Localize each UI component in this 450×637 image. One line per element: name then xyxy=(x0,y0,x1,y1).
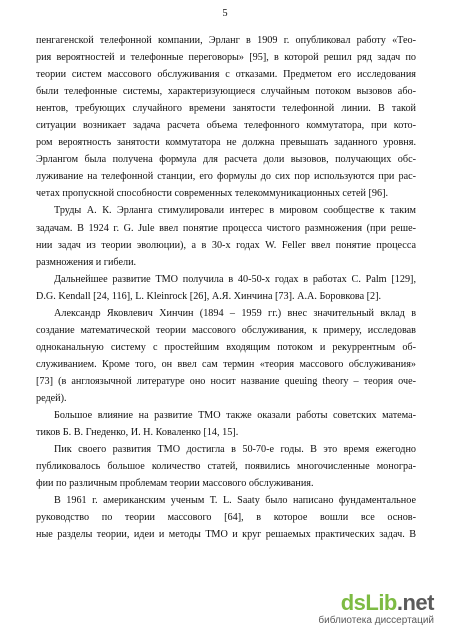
text-line: редей). xyxy=(36,392,67,404)
text-line: размножения и гибели. xyxy=(36,256,137,268)
page-number: 5 xyxy=(222,8,228,19)
text-line: руководство по теории массового [64], в которое вошли все основ- xyxy=(36,512,416,524)
watermark-subtitle: библиотека диссертаций xyxy=(318,615,434,626)
text-line: Пик своего развития ТМО достигла в 50-70-е годы. В это время ежегодно xyxy=(54,444,416,456)
text-line: ситуации возникает задача расчета объема телефонного коммутатора, при кото- xyxy=(36,120,416,132)
text-line: теории систем массового обслуживания с отказами. Предметом его исследования xyxy=(36,69,416,81)
dslib-watermark[interactable] xyxy=(318,591,434,627)
text-line: Эрлангом была получена формула для расчета доли вызовов, получающих обс- xyxy=(36,154,416,166)
text-line: D.G. Kendall [24, 116], L. Kleinrock [26], А.Я. Хинчина [73]. А.А. Боровкова [2]. xyxy=(36,290,382,302)
text-line: пенгагенской телефонной компании, Эрланг в 1909 г. опубликовал работу «Тео- xyxy=(36,35,416,46)
text-line: нии задач из теории эволюции), а в 30-х годах W. Feller ввел понятие процесса xyxy=(36,239,416,251)
text-line: задачам. В 1924 г. G. Jule ввел понятие процесса чистого размножения (при реше- xyxy=(36,222,416,234)
text-line: [73] (в англоязычной литературе оно носит название queuing theory – теория оче- xyxy=(36,375,416,387)
text-line: четах пропускной способности современных телекоммуникационных сетей [96]. xyxy=(36,188,389,200)
body-text xyxy=(36,32,416,543)
watermark-logo-tld: .net xyxy=(396,590,434,615)
text-line: Дальнейшее развитие ТМО получила в 40-50-х годах в работах C. Palm [129], xyxy=(54,273,416,285)
text-line: были телефонные системы, характеризующиеся случайным потоком вызовов або- xyxy=(36,86,416,98)
text-line: Александр Яковлевич Хинчин (1894 – 1959 гг.) внес значительный вклад в xyxy=(54,307,416,319)
text-line: Труды А. К. Эрланга стимулировали интерес в мировом сообществе к таким xyxy=(54,205,416,217)
text-line: фии по различным проблемам теории массового обслуживания. xyxy=(36,478,314,490)
text-line: публиковалось большое количество статей, появились многочисленные моногра- xyxy=(36,461,416,473)
text-line: В 1961 г. американским ученым Т. L. Saaty было написано фундаментальное xyxy=(54,495,416,507)
text-line: нентов, требующих случайного времени занятости телефонной линии. В такой xyxy=(36,103,416,115)
text-line: служиванием. Кроме того, он ввел сам термин «теория массового обслуживания» xyxy=(36,358,416,370)
text-line: тиков Б. В. Гнеденко, И. Н. Коваленко [14, 15]. xyxy=(36,427,239,439)
text-line: создание математической теории массового обслуживания, к примеру, исследовав xyxy=(36,324,416,336)
text-line: ные разделы теории, идеи и методы ТМО и круг решаемых практических задач. В xyxy=(36,529,416,541)
text-line: Большое влияние на развитие ТМО также оказали работы советских матема- xyxy=(54,410,416,422)
watermark-logo xyxy=(318,591,434,615)
text-line: рия вероятностей и телефонные переговоры» [95], в которой решил ряд задач по xyxy=(36,52,416,64)
text-line: луживание на телефонной станции, его формулы до сих пор используются при рас- xyxy=(36,171,416,183)
watermark-logo-main: dsLib xyxy=(340,590,397,615)
text-line: ром вероятность занятости коммутатора не должна превышать заданного уровня. xyxy=(36,137,416,149)
text-line: одноканальную систему с простейшим входящим потоком и рекуррентным об- xyxy=(36,341,416,353)
